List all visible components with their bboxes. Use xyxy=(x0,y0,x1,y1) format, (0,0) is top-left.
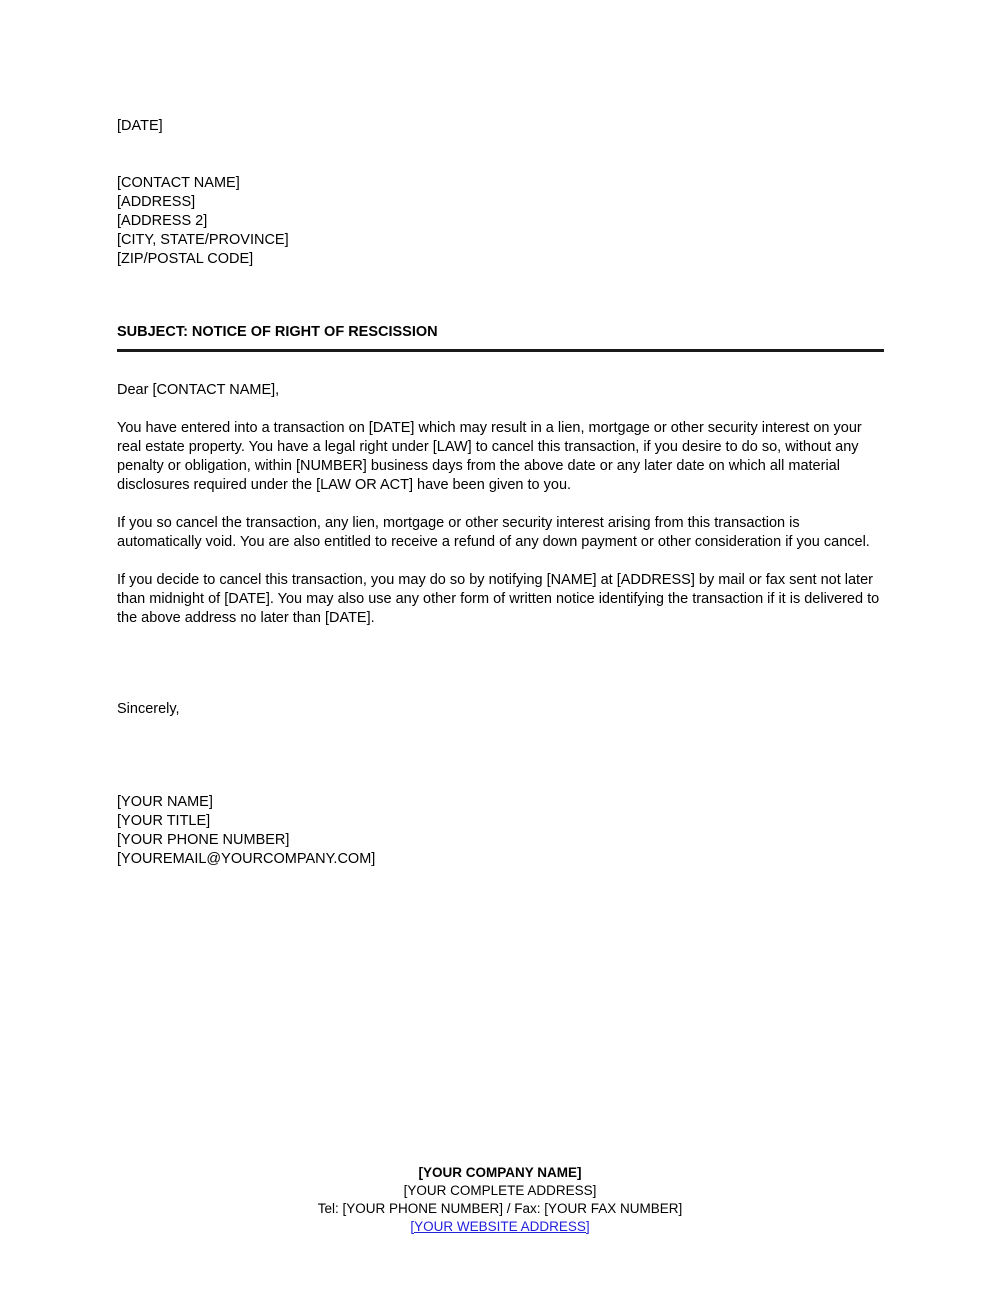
subject-divider-rule xyxy=(117,349,884,352)
signer-phone: [YOUR PHONE NUMBER] xyxy=(117,832,290,848)
salutation: Dear [CONTACT NAME], xyxy=(117,382,280,398)
signer-name: [YOUR NAME] xyxy=(117,794,213,810)
signer-title: [YOUR TITLE] xyxy=(117,813,211,829)
recipient-address-block xyxy=(117,174,289,269)
letter-date: [DATE] xyxy=(117,118,163,134)
recipient-city-state: [CITY, STATE/PROVINCE] xyxy=(117,232,289,248)
closing-salutation: Sincerely, xyxy=(117,701,180,717)
subject-heading: SUBJECT: NOTICE OF RIGHT OF RESCISSION xyxy=(117,324,438,340)
signer-email: [YOUREMAIL@YOURCOMPANY.COM] xyxy=(117,851,376,867)
footer-website-link[interactable]: [YOUR WEBSITE ADDRESS] xyxy=(410,1219,590,1234)
footer-address: [YOUR COMPLETE ADDRESS] xyxy=(403,1183,597,1198)
recipient-address-2: [ADDRESS 2] xyxy=(117,213,208,229)
recipient-address-1: [ADDRESS] xyxy=(117,194,196,210)
body-paragraph-2: If you so cancel the transaction, any lien, mortgage or other security interest arising from this transaction is automatically void. You are also entitled to receive a refund of any down payment or other consideration if you cancel. xyxy=(117,515,870,550)
page-footer xyxy=(0,1164,1000,1236)
letter-body xyxy=(117,381,884,647)
recipient-postal-code: [ZIP/POSTAL CODE] xyxy=(117,251,254,267)
recipient-contact-name: [CONTACT NAME] xyxy=(117,175,240,191)
footer-contact: Tel: [YOUR PHONE NUMBER] / Fax: [YOUR FAX NUMBER] xyxy=(317,1201,683,1216)
body-paragraph-1: You have entered into a transaction on [DATE] which may result in a lien, mortgage or other security interest on your real estate property. You have a legal right under [LAW] to cancel this transaction, if you desire to do so, without any penalty or obligation, within [NUMBER] business days from the above date or any later date on which all material disclosures required under the [LAW OR ACT] have been given to you. xyxy=(117,420,862,493)
footer-company-name: [YOUR COMPANY NAME] xyxy=(418,1165,582,1180)
signature-block xyxy=(117,793,375,869)
body-paragraph-3: If you decide to cancel this transaction, you may do so by notifying [NAME] at [ADDRESS] by mail or fax sent not later than midnight of [DATE]. You may also use any other form of written notice identifying the transaction if it is delivered to the above address no later than [DATE]. xyxy=(117,572,880,626)
